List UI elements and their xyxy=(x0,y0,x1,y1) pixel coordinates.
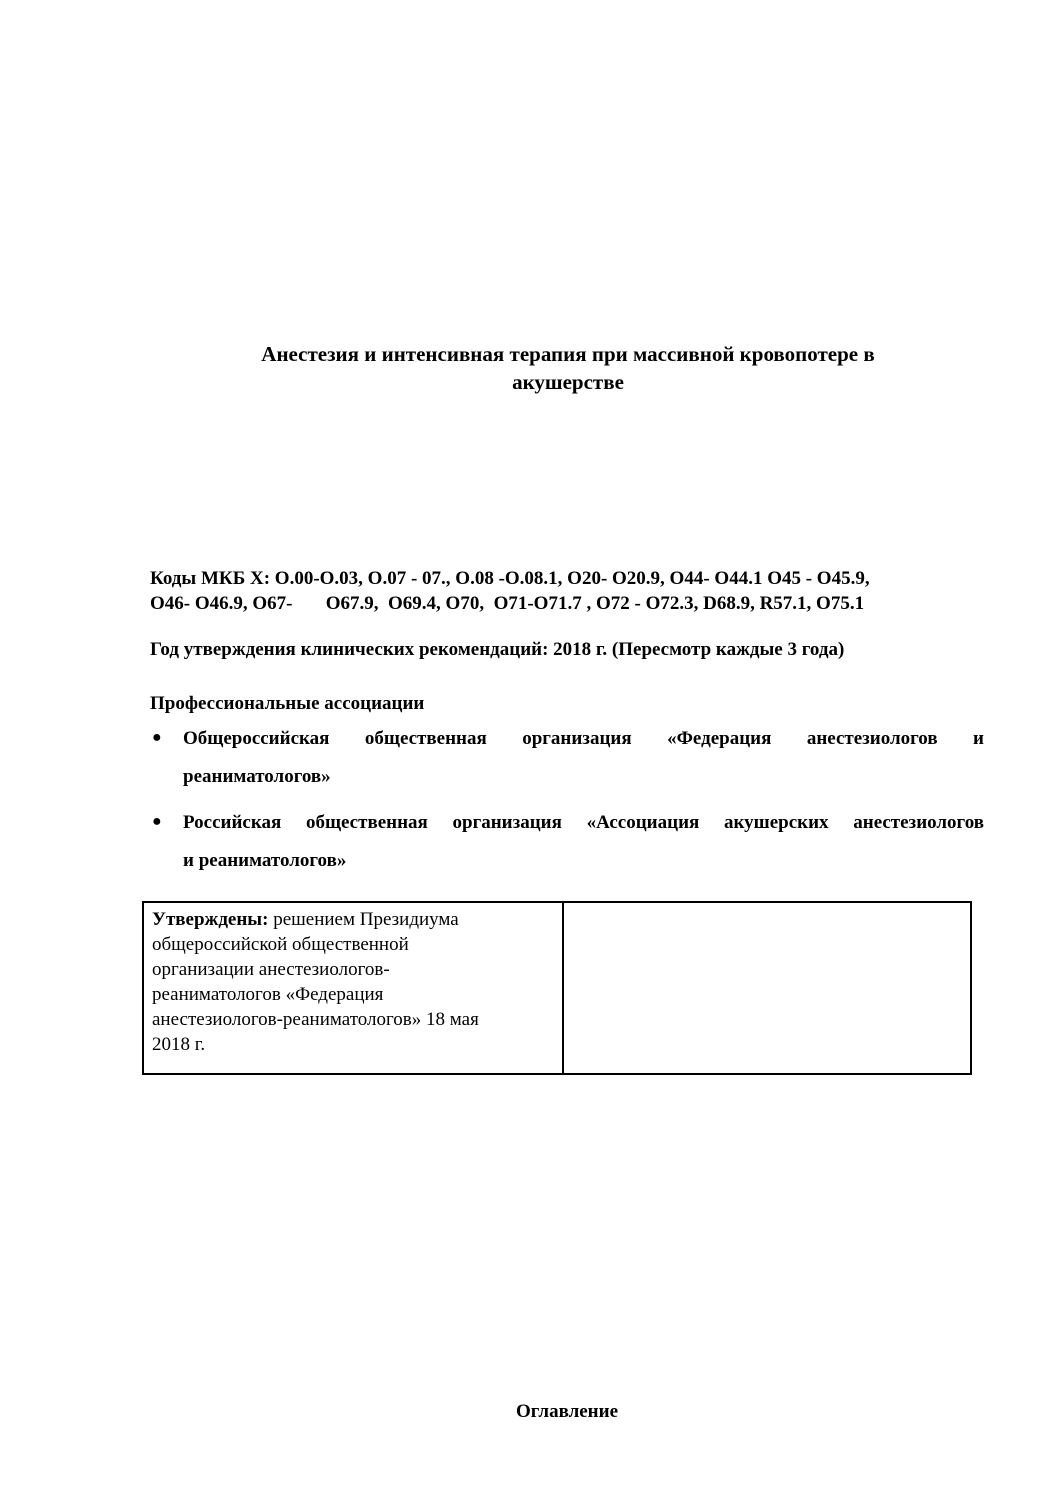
approval-text-1: решением Президиума xyxy=(268,909,459,930)
approval-table xyxy=(142,901,972,1075)
association-line-1: Общероссийская общественная организация «Федерация анестезиологов и xyxy=(183,728,984,749)
association-line-2: реаниматологов» xyxy=(183,766,331,787)
approval-line-3: организации анестезиологов- xyxy=(152,959,390,980)
association-line-2: и реаниматологов» xyxy=(183,850,347,871)
approval-line-6: 2018 г. xyxy=(152,1034,206,1055)
approval-line-4: реаниматологов «Федерация xyxy=(152,984,384,1005)
approval-line-1 xyxy=(152,907,554,932)
icd-codes-line-2: О46- О46.9, О67- О67.9, О69.4, О70, О71-О71.7 , О72 - О72.3, D68.9, R57.1, О75.1 xyxy=(150,593,865,614)
bullet-icon: ● xyxy=(152,813,162,830)
bullet-icon: ● xyxy=(152,729,162,746)
approval-cell xyxy=(144,903,564,1073)
associations-heading: Профессиональные ассоциации xyxy=(150,693,425,714)
approval-line-2: общероссийской общественной xyxy=(152,934,409,955)
association-item xyxy=(150,720,984,796)
icd-codes-line-1: Коды МКБ Х: О.00-О.03, О.07 - 07., О.08 -О.08.1, О20- О20.9, О44- О44.1 О45 - О45.9, xyxy=(150,568,870,589)
document-title xyxy=(150,340,986,396)
toc-heading: Оглавление xyxy=(515,1401,619,1422)
association-line-1: Российская общественная организация «Ассоциация акушерских анестезиологов xyxy=(183,812,984,833)
approval-label: Утверждены: xyxy=(152,909,269,930)
approval-line-5: анестезиологов-реаниматологов» 18 мая xyxy=(152,1009,479,1030)
association-item xyxy=(150,804,984,880)
approval-year: Год утверждения клинических рекомендаций: 2018 г. (Пересмотр каждые 3 года) xyxy=(150,639,845,660)
title-line-1: Анестезия и интенсивная терапия при массивной кровопотере в xyxy=(261,342,875,366)
title-line-2: акушерстве xyxy=(512,370,624,394)
icd-codes xyxy=(150,566,990,616)
associations-list xyxy=(150,720,984,888)
empty-cell xyxy=(564,903,970,1073)
